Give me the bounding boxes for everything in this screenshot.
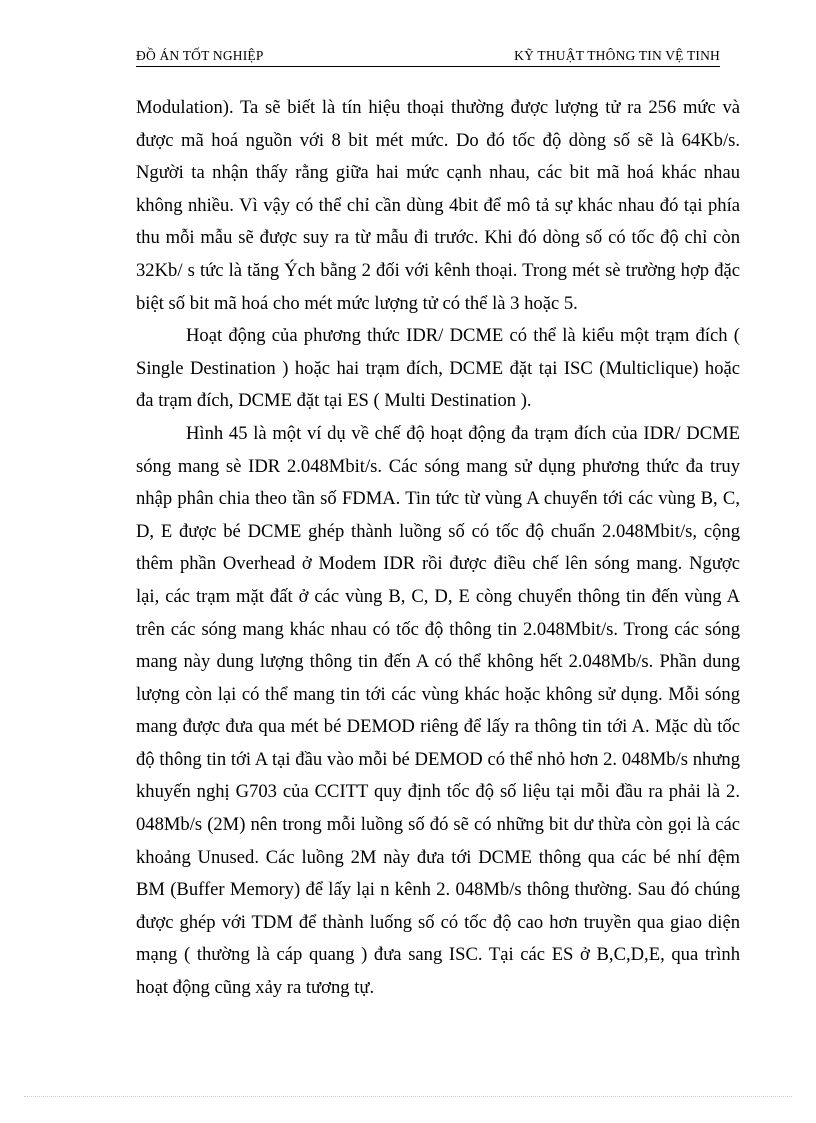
header-right-title: KỸ THUẬT THÔNG TIN VỆ TINH [514, 48, 720, 63]
paragraph-2: Hoạt động của phương thức IDR/ DCME có thể là kiểu một trạm đích ( Single Destination ) hoặc hai trạm đích, DCME đặt tại ISC (Multiclique) hoặc đa trạm đích, DCME đặt tại ES ( Multi Destination ). [136, 325, 740, 412]
page-header [136, 44, 720, 67]
paragraph-3: Hình 45 là một ví dụ về chế độ hoạt động đa trạm đích của IDR/ DCME sóng mang sè IDR 2.048Mbit/s. Các sóng mang sử dụng phương thức đa truy nhập phân chia theo tần số FDMA. Tin tức từ vùng A chuyển tới các vùng B, C, D, E được bé DCME ghép thành luồng số có tốc độ chuẩn 2.048Mbit/s, cộng thêm phần Overhead ở Modem IDR rồi được điều chế lên sóng mang. Ngược lại, các trạm mặt đất ở các vùng B, C, D, E còng chuyển thông tin đến vùng A trên các sóng mang khác nhau có tốc độ thông tin 2.048Mbit/s. Trong các sóng mang này dung lượng thông tin đến A có thể không hết 2.048Mb/s. Phần dung lượng còn lại có thể mang tin tới các vùng khác hoặc không sử dụng. Mỗi sóng mang được đưa qua mét bé DEMOD riêng để lấy ra thông tin tới A. Mặc dù tốc độ thông tin tới A tại đầu vào mỗi bé DEMOD có thể nhỏ hơn 2. 048Mb/s nhưng khuyến nghị G703 của CCITT quy định tốc độ số liệu tại mỗi đầu ra phải là 2. 048Mb/s (2M) nên trong mỗi luồng số đó sẽ có những bit dư thừa còn gọi là các khoảng Unused. Các luồng 2M này đưa tới DCME thông qua các bé nhí đệm BM (Buffer Memory) để lấy lại n kênh 2. 048Mb/s thông thường. Sau đó chúng được ghép với TDM để thành luống số có tốc độ cao hơn truyền qua giao diện mạng ( thường là cáp quang ) đưa sang ISC. Tại các ES ở B,C,D,E, qua trình hoạt động cũng xảy ra tương tự. [136, 422, 740, 999]
document-body [136, 92, 740, 1005]
paragraph-1: Modulation). Ta sẽ biết là tín hiệu thoại thường được lượng tử ra 256 mức và được mã hoá nguồn với 8 bit mét mức. Do đó tốc độ dòng số sẽ là 64Kb/s. Người ta nhận thấy rằng giữa hai mức cạnh nhau, các bit mã hoá khác nhau không nhiều. Vì vậy có thể chỉ cần dùng 4bit để mô tả sự khác nhau đó tại phía thu mỗi mẫu sẽ được suy ra từ mẫu đi trước. Khi đó dòng số có tốc độ chỉ còn 32Kb/ s tức là tăng Ých bằng 2 đối với kênh thoại. Trong mét sè trường hợp đặc biệt số bit mã hoá cho mét mức lượng tử có thể là 3 hoặc 5. [136, 97, 740, 314]
page-bottom-divider [24, 1096, 792, 1097]
header-left-title: ĐỒ ÁN TỐT NGHIỆP [136, 48, 264, 63]
